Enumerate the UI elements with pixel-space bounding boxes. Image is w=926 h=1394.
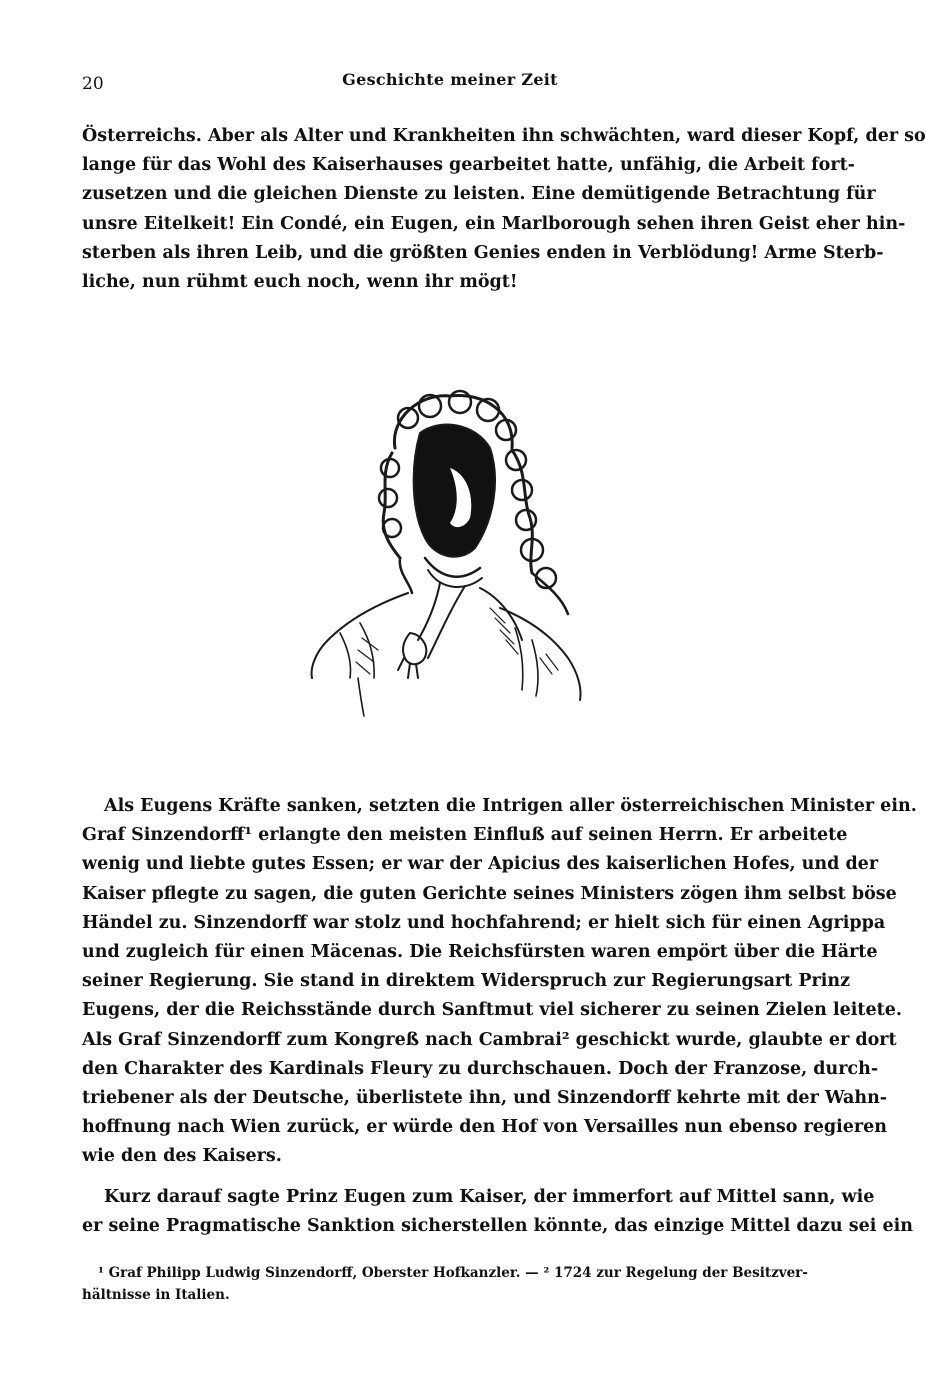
text-line: unsre Eitelkeit! Ein Condé, ein Eugen, ein Marlborough sehen ihren Geist eher hin- [82, 213, 906, 234]
text-line: liche, nun rühmt euch noch, wenn ihr mögt! [82, 272, 518, 293]
footnote-line: hältnisse in Italien. [82, 1287, 230, 1303]
paragraph-2 [82, 792, 917, 1172]
text-line: wie den des Kaisers. [82, 1146, 282, 1167]
text-line: seiner Regierung. Sie stand in direktem Widerspruch zur Regierungsart Prinz [82, 971, 851, 992]
footnotes [82, 1262, 818, 1306]
text-line: lange für das Wohl des Kaiserhauses gearbeitet hatte, unfähig, die Arbeit fort- [82, 155, 855, 176]
text-line: Kurz darauf sagte Prinz Eugen zum Kaiser, der immerfort auf Mittel sann, wie [104, 1187, 875, 1207]
text-line: Österreichs. Aber als Alter und Krankheiten ihn schwächten, ward dieser Kopf, der so [82, 126, 926, 146]
text-line: Als Graf Sinzendorff zum Kongreß nach Cambrai² geschickt wurde, glaubte er dort [82, 1029, 897, 1050]
paragraph-3 [82, 1183, 913, 1241]
text-line: Eugens, der die Reichsstände durch Sanftmut viel sicherer zu seinen Zielen leitete. [82, 1000, 902, 1021]
footnote-line: ¹ Graf Philipp Ludwig Sinzendorff, Oberster Hofkanzler. — ² 1724 zur Regelung der Besitzver- [98, 1265, 808, 1281]
text-line: wenig und liebte gutes Essen; er war der Apicius des kaiserlichen Hofes, und der [82, 854, 879, 875]
text-line: sterben als ihren Leib, und die größten Genies enden in Verblödung! Arme Sterb- [82, 242, 884, 263]
running-head [82, 70, 818, 98]
text-line: er seine Pragmatische Sanktion sicherstellen könnte, das einzige Mittel dazu sei ein [82, 1216, 913, 1237]
text-line: zusetzen und die gleichen Dienste zu leisten. Eine demütigende Betrachtung für [82, 184, 876, 205]
text-line: den Charakter des Kardinals Fleury zu durchschauen. Doch der Franzose, durch- [82, 1058, 879, 1079]
text-line: und zugleich für einen Mäcenas. Die Reichsfürsten waren empört über die Härte [82, 942, 878, 963]
text-line: hoffnung nach Wien zurück, er würde den Hof von Versailles nun ebenso regieren [82, 1117, 887, 1138]
page-number: 20 [82, 74, 104, 94]
running-title: Geschichte meiner Zeit [342, 70, 558, 89]
text-line: Kaiser pflegte zu sagen, die guten Gerichte seines Ministers zögen ihm selbst böse [82, 883, 897, 904]
text-line: Graf Sinzendorff¹ erlangte den meisten Einfluß auf seinen Herrn. Er arbeitete [82, 825, 848, 846]
text-line: Händel zu. Sinzendorff war stolz und hochfahrend; er hielt sich für einen Agrippa [82, 912, 886, 933]
paragraph-1 [82, 122, 926, 297]
portrait-illustration-icon [300, 378, 600, 718]
text-line: triebener als der Deutsche, überlistete ihn, und Sinzendorff kehrte mit der Wahn- [82, 1088, 888, 1109]
text-line: Als Eugens Kräfte sanken, setzten die Intrigen aller österreichischen Minister ein. [104, 796, 917, 816]
